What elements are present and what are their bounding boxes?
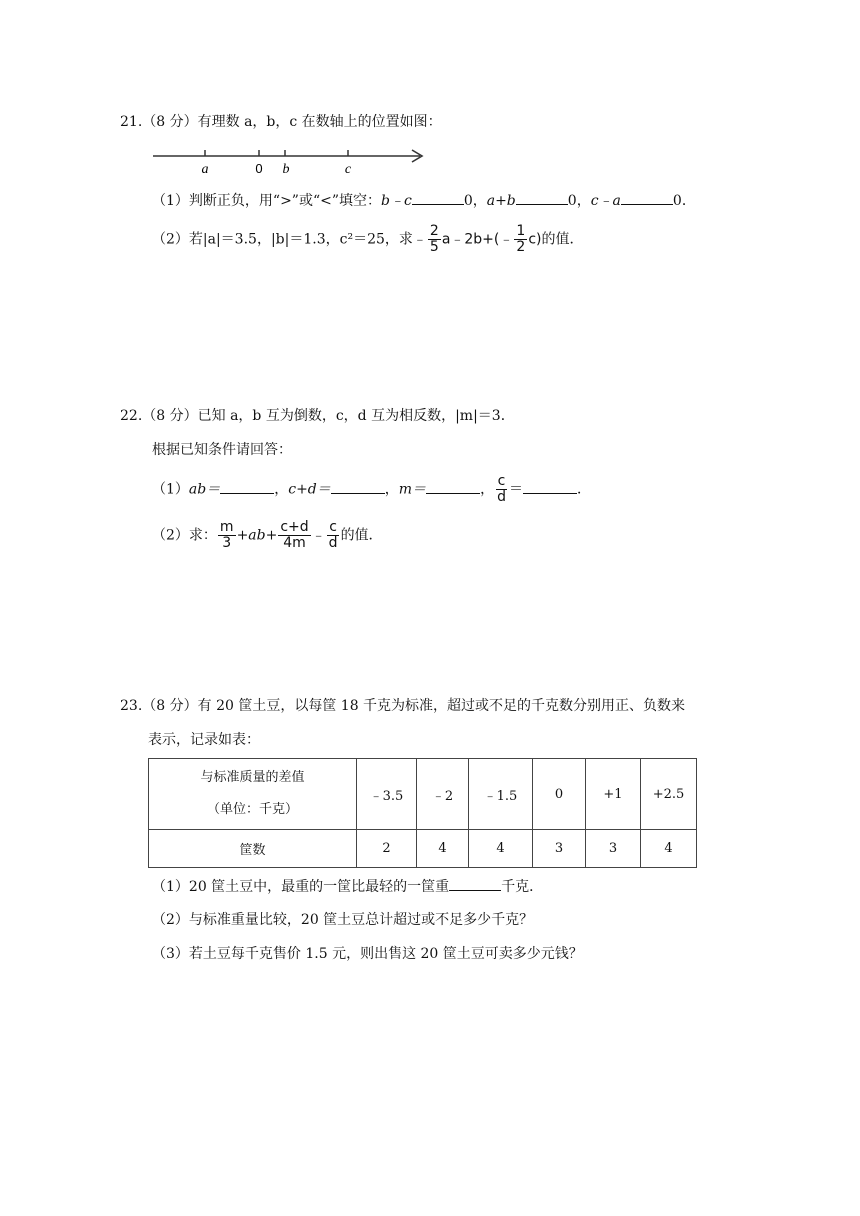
q23-part3: （3）若土豆每千克售价 1.5 元，则出售这 20 筐土豆可卖多少元钱？ [152, 946, 583, 962]
answer-blank[interactable] [426, 479, 480, 494]
numerator: c [329, 519, 337, 535]
table-cell: +2.5 [641, 759, 697, 830]
minus-sign: ﹣ [311, 527, 326, 544]
fraction [514, 224, 527, 255]
denominator: d [328, 535, 338, 551]
label-zero: 0 [255, 161, 263, 176]
table-cell: 3 [586, 830, 641, 868]
numerator: c [497, 473, 506, 489]
table-cell: 2 [357, 830, 417, 868]
label-a: a [201, 162, 209, 176]
q21-part1-prompt: （1）判断正负，用“>”或“<”填空： [152, 193, 381, 209]
table-row [149, 759, 697, 830]
table-cell: ﹣3.5 [357, 759, 417, 830]
q22-part2-prompt: （2）求： [152, 527, 217, 544]
answer-blank[interactable] [449, 876, 501, 891]
fraction [428, 224, 441, 255]
table-cell: 3 [533, 830, 586, 868]
denominator: 4m [283, 535, 306, 551]
formula-text: c) [528, 231, 542, 248]
table-cell: 4 [417, 830, 469, 868]
row-header: 筐数 [149, 830, 357, 868]
answer-blank[interactable] [621, 190, 673, 205]
denominator: d [497, 489, 506, 505]
formula-text: +ab+ [236, 527, 278, 544]
zero-text: 0 [463, 193, 473, 209]
label-c: c [344, 162, 352, 176]
q23-part1-tail: 千克． [501, 879, 544, 895]
table-cell: 0 [533, 759, 586, 830]
table-cell: 4 [641, 830, 697, 868]
formula-text: a﹣2b+(﹣ [441, 231, 514, 248]
q22-part2 [152, 520, 383, 551]
table-cell: +1 [586, 759, 641, 830]
denominator: 3 [222, 535, 232, 551]
q22-heading: 22.（8 分）已知 a，b 互为倒数，c，d 互为相反数，|m|＝3． [120, 408, 515, 424]
q22-part1-prompt: （1） [152, 481, 189, 498]
table-cell: 4 [469, 830, 533, 868]
fraction [278, 520, 310, 551]
q21-part2-tail: 的值． [541, 231, 584, 248]
q22-subheading: 根据已知条件请回答： [152, 442, 292, 458]
table-cell: ﹣1.5 [469, 759, 533, 830]
q23-part2: （2）与标准重量比较，20 筐土豆总计超过或不足多少千克？ [152, 912, 534, 928]
row-header-label: 与标准质量的差值 [200, 770, 305, 785]
number-line-figure [150, 144, 430, 176]
answer-blank[interactable] [220, 479, 274, 494]
denominator: 5 [429, 239, 439, 255]
fraction [495, 474, 508, 505]
fraction [218, 520, 236, 551]
equals-text: ＝ [508, 481, 523, 498]
label-b: b [282, 162, 290, 176]
q23-part1-prompt: （1）20 筐土豆中，最重的一筐比最轻的一筐重 [152, 879, 450, 895]
answer-blank[interactable] [516, 190, 568, 205]
row-header-unit: （单位：千克） [206, 802, 298, 817]
numerator: 2 [429, 223, 439, 239]
q21-heading: 21.（8 分）有理数 a，b，c 在数轴上的位置如图： [120, 114, 442, 130]
data-table [148, 758, 697, 868]
q21-expr-2: a+b [486, 193, 516, 209]
q21-expr-1: b﹣c [381, 193, 412, 209]
answer-blank[interactable] [331, 479, 385, 494]
expr-m: m＝ [398, 481, 427, 498]
expr-ab: ab＝ [188, 481, 221, 498]
q22-part2-tail: 的值． [340, 527, 383, 544]
zero-text: 0 [567, 193, 577, 209]
zero-text: 0 [672, 193, 682, 209]
denominator: 2 [516, 239, 526, 255]
table-cell: ﹣2 [417, 759, 469, 830]
q23-part1 [152, 876, 543, 897]
fraction [327, 520, 340, 551]
q21-part2-prompt: （2）若|a|＝3.5，|b|＝1.3，c²＝25，求﹣ [152, 231, 427, 248]
q22-part1: （1）ab＝ ，c+d＝ ，m＝ ， $\frac{c}{d}$ ＝ ． [152, 473, 591, 505]
numerator: 1 [516, 223, 526, 239]
answer-blank[interactable] [523, 479, 577, 494]
q23-heading-cont: 表示，记录如表： [148, 732, 260, 748]
q21-expr-3: c﹣a [590, 193, 621, 209]
q21-part1: （1）判断正负，用“>”或“<”填空：b﹣c 0，a+b 0，c﹣a 0． [152, 190, 696, 211]
expr-cd: c+d＝ [288, 481, 331, 498]
answer-blank[interactable] [412, 190, 464, 205]
q21-part2 [152, 224, 583, 255]
numerator: m [219, 519, 234, 535]
q23-heading: 23.（8 分）有 20 筐土豆，以每筐 18 千克为标准，超过或不足的千克数分别用正、负数来 [120, 698, 686, 714]
numerator: c+d [280, 519, 309, 535]
table-row [149, 830, 697, 868]
row-header [149, 759, 357, 830]
